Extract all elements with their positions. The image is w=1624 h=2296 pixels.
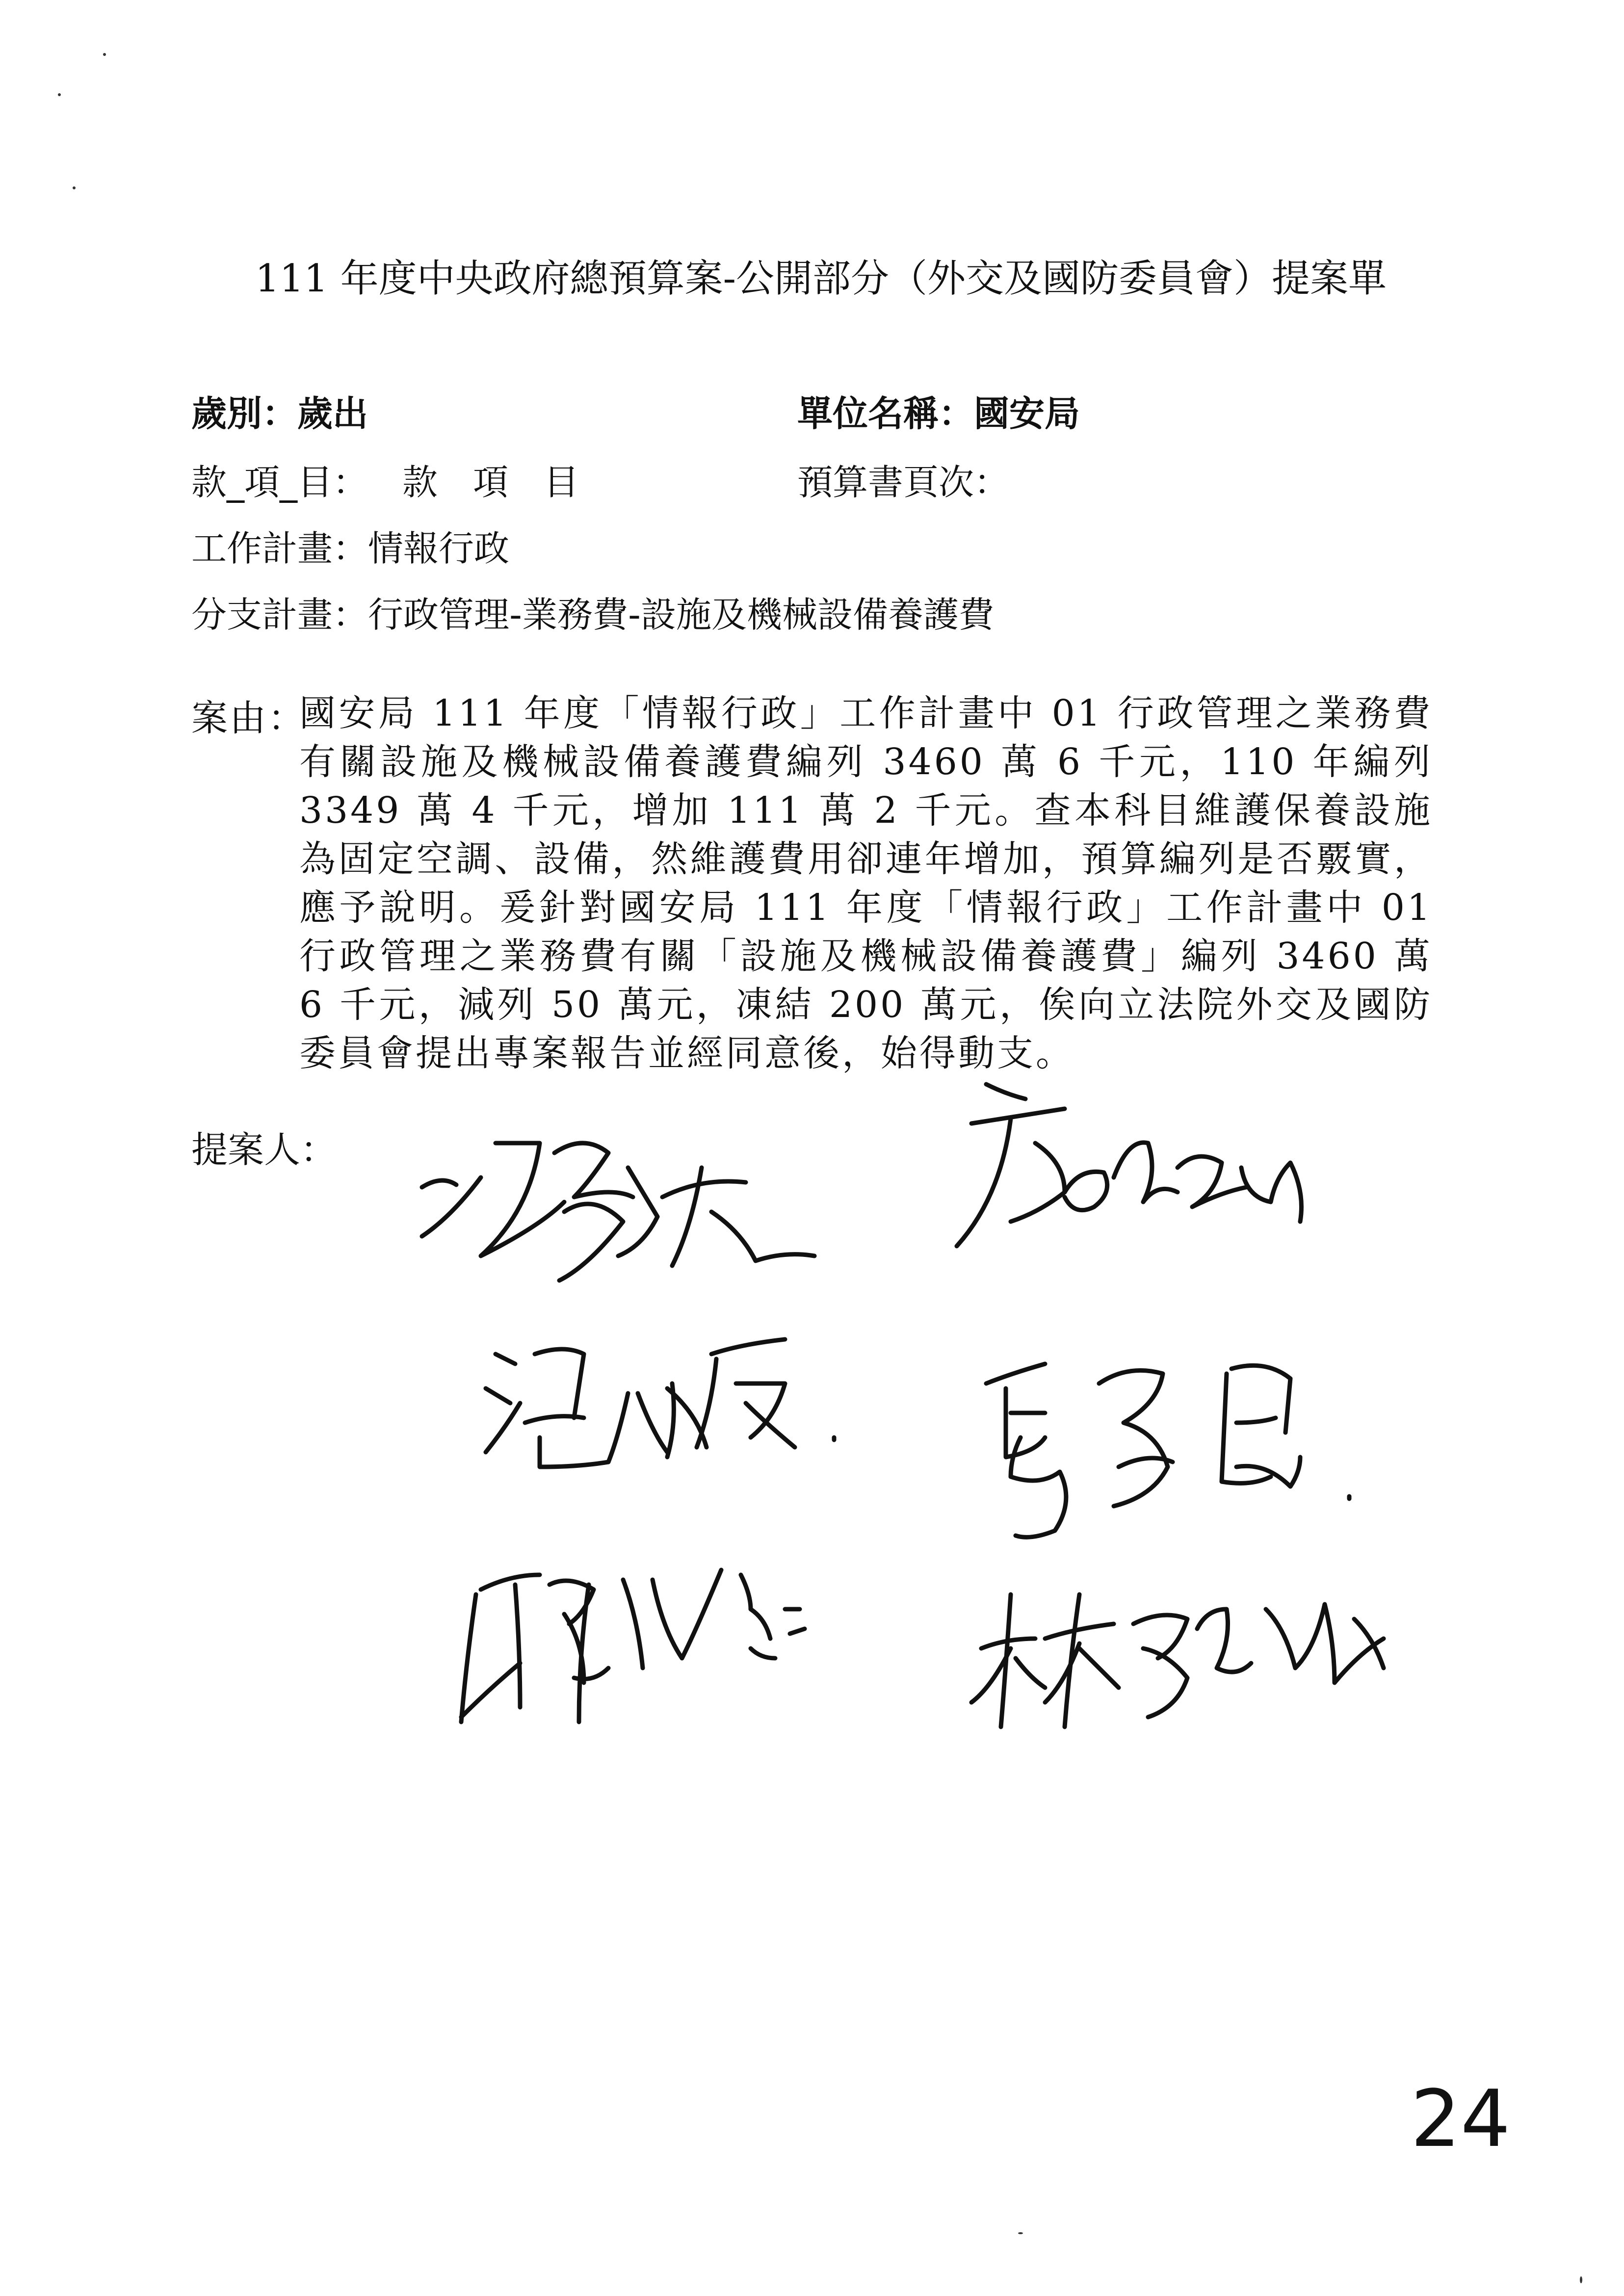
unit-value: 國安局 bbox=[974, 393, 1080, 434]
scan-speck bbox=[1580, 2276, 1582, 2283]
item-value: 款 項 目 bbox=[402, 462, 579, 503]
signature-4 bbox=[986, 1364, 1349, 1537]
year-type-label: 歲別： bbox=[191, 393, 298, 434]
page-number: 24 bbox=[1411, 2073, 1511, 2165]
budget-page-label: 預算書頁次： bbox=[797, 462, 1010, 503]
work-plan-value: 情報行政 bbox=[368, 528, 510, 569]
signature-5 bbox=[461, 1570, 805, 1722]
case-text: 國安局 111 年度「情報行政」工作計畫中 01 行政管理之業務費有關設施及機械設備養護費編列 3460 萬 6 千元，110 年編列 3349 萬 4 千元，增加 111 萬 2 千元。查本科目維護保養設施為固定空調、設備，然維護費用卻連年增加，預算編列是否覈實，應予說明。爰針對國安局 111 年度「情報行政」工作計畫中 01 行政管理之業務費有關「設施及機械設備養護費」編列 3460 萬 6 千元，減列 50 萬元，凍結 200 萬元，俟向立法院外交及國防委員會提出專案報告並經同意後，始得動支。 bbox=[299, 692, 1433, 1074]
scan-speck bbox=[73, 186, 76, 189]
case-label: 案由： bbox=[191, 697, 306, 739]
work-plan-label: 工作計畫： bbox=[191, 528, 368, 569]
unit-label: 單位名稱： bbox=[797, 393, 974, 434]
document-title: 111 年度中央政府總預算案-公開部分（外交及國防委員會）提案單 bbox=[255, 257, 1387, 301]
proposer-label: 提案人： bbox=[191, 1129, 337, 1171]
signature-2 bbox=[957, 1084, 1302, 1246]
signature-1 bbox=[422, 1143, 814, 1280]
item-label: 款_項_目： bbox=[191, 462, 368, 503]
scan-speck bbox=[103, 53, 106, 56]
year-type-value: 歲出 bbox=[297, 393, 368, 434]
sub-plan-value: 行政管理-業務費-設施及機械設備養護費 bbox=[368, 594, 994, 635]
sub-plan-label: 分支計畫： bbox=[191, 594, 368, 635]
scan-speck bbox=[1018, 2232, 1023, 2234]
signature-6 bbox=[971, 1594, 1384, 1727]
scan-speck bbox=[58, 93, 61, 96]
signature-3 bbox=[486, 1339, 834, 1467]
